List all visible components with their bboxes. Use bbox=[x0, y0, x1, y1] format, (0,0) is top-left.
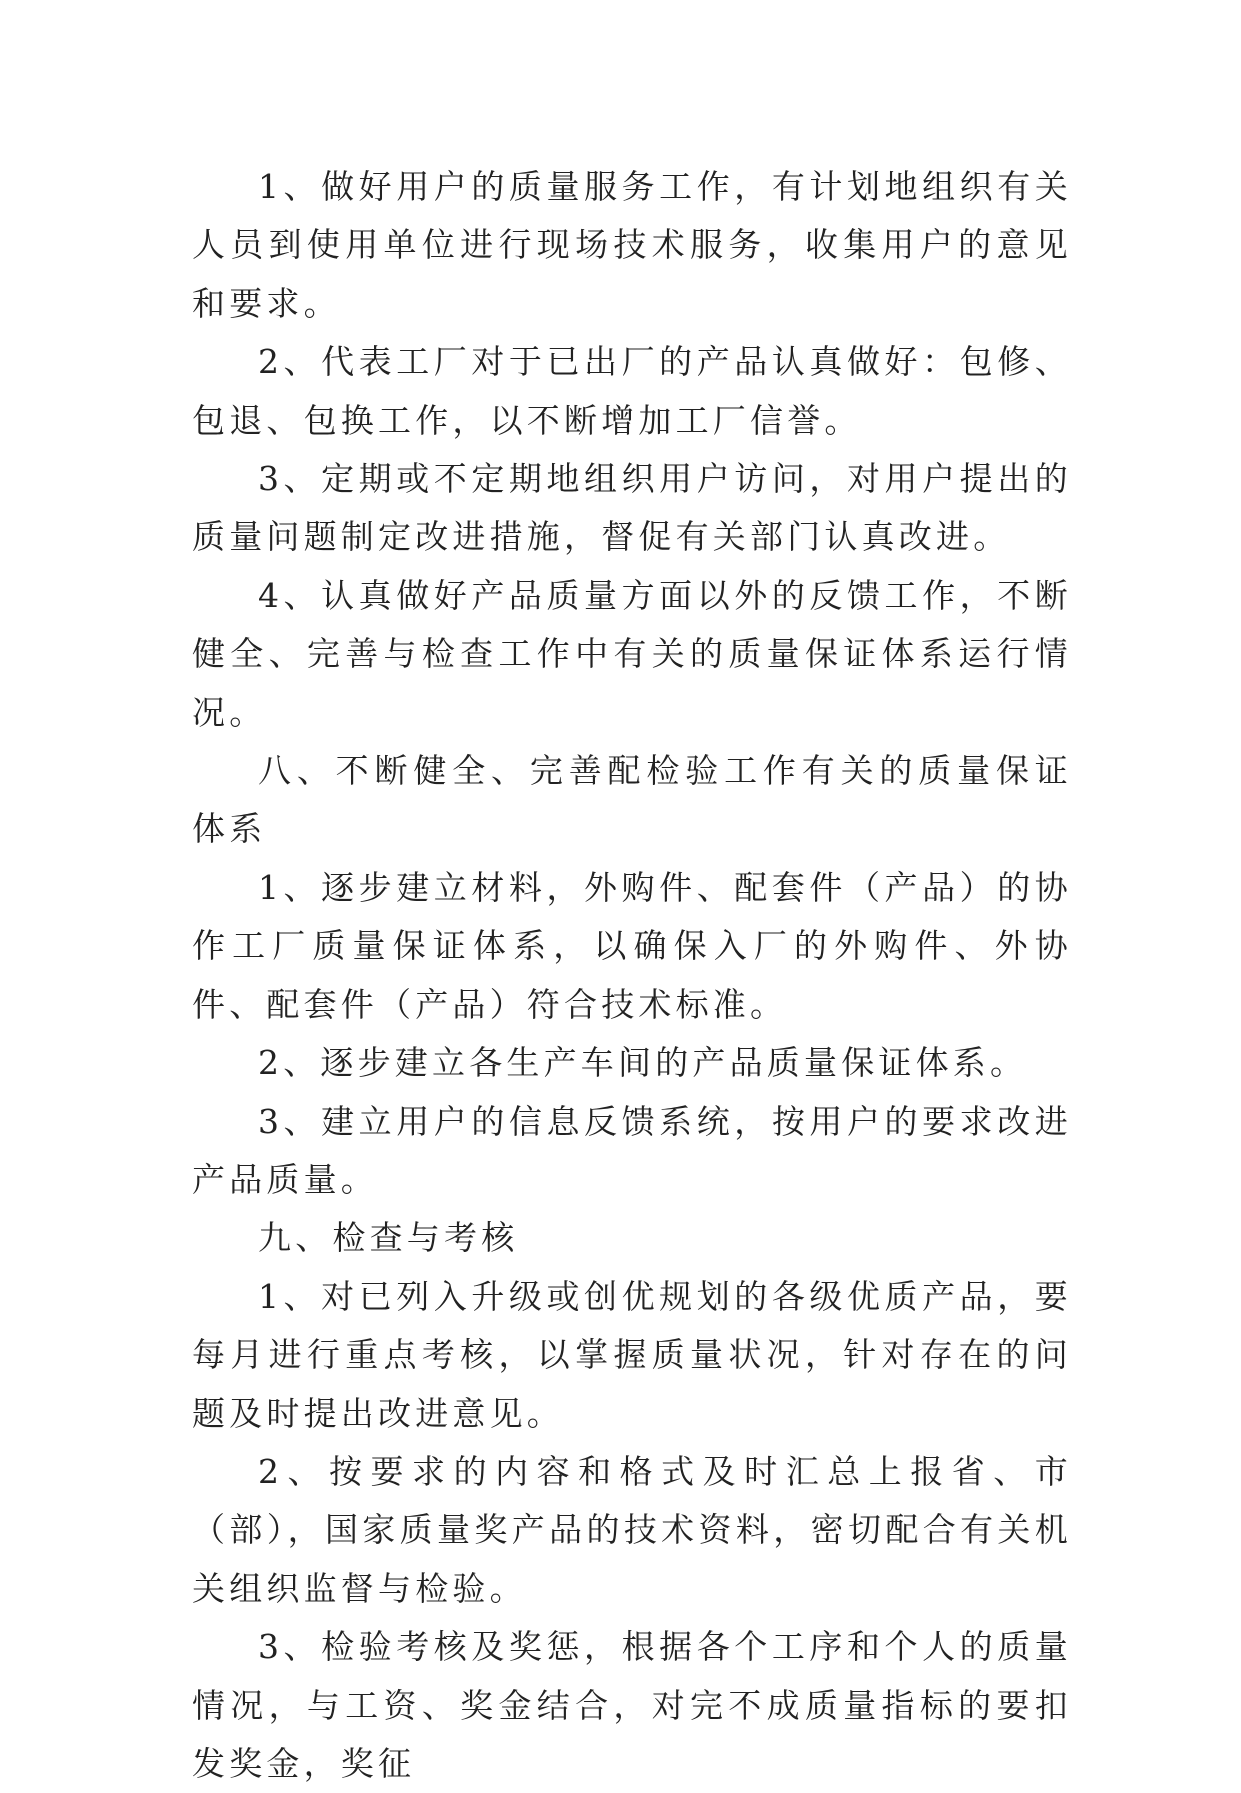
paragraph-service-4: 4、认真做好产品质量方面以外的反馈工作，不断健全、完善与检查工作中有关的质量保证体系运行情况。 bbox=[192, 575, 1072, 732]
paragraph-service-1: 1、做好用户的质量服务工作，有计划地组织有关人员到使用单位进行现场技术服务，收集用户的意见和要求。 bbox=[192, 167, 1072, 323]
paragraph-system-2: 2、逐步建立各生产车间的产品质量保证体系。 bbox=[258, 1043, 1028, 1083]
section-heading-9: 九、检查与考核 bbox=[258, 1218, 519, 1258]
paragraph-service-2: 2、代表工厂对于已出厂的产品认真做好：包修、包退、包换工作，以不断增加工厂信誉。 bbox=[192, 342, 1072, 440]
paragraph-system-3: 3、建立用户的信息反馈系统，按用户的要求改进产品质量。 bbox=[192, 1101, 1072, 1199]
paragraph-system-1: 1、逐步建立材料，外购件、配套件（产品）的协作工厂质量保证体系，以确保入厂的外购件、外协件、配套件（产品）符合技术标准。 bbox=[192, 867, 1072, 1024]
paragraph-check-3: 3、检验考核及奖惩，根据各个工序和个人的质量情况，与工资、奖金结合，对完不成质量指标的要扣发奖金，奖征 bbox=[192, 1627, 1072, 1783]
document-body bbox=[192, 158, 1072, 1793]
paragraph-check-2: 2、按要求的内容和格式及时汇总上报省、市（部），国家质量奖产品的技术资料，密切配合有关机关组织监督与检验。 bbox=[192, 1451, 1072, 1608]
paragraph-service-3: 3、定期或不定期地组织用户访问，对用户提出的质量问题制定改进措施，督促有关部门认真改进。 bbox=[192, 459, 1072, 557]
section-heading-8: 八、不断健全、完善配检验工作有关的质量保证体系 bbox=[192, 751, 1072, 849]
paragraph-check-1: 1、对已列入升级或创优规划的各级优质产品，要每月进行重点考核，以掌握质量状况，针对存在的问题及时提出改进意见。 bbox=[192, 1276, 1072, 1433]
